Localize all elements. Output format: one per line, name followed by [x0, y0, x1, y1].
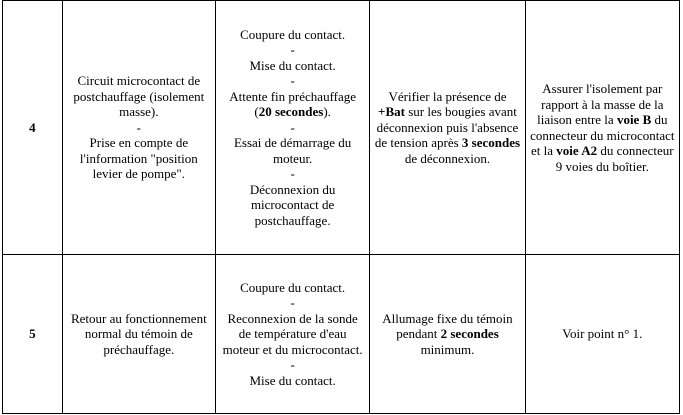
step-number: 4: [3, 1, 63, 255]
separator: -: [290, 295, 295, 311]
separator: -: [290, 166, 295, 182]
procedure-table: [2, 0, 680, 414]
remedy-emphasis: voie A2: [556, 143, 598, 158]
remedy-cell: Assurer l'isolement par rapport à la masse de la liaison entre la voie B du connecteur du microcontact et la voie A2 du connecteur 9 voies du boîtier.: [525, 1, 679, 255]
action-emphasis: 20 secondes: [258, 104, 324, 120]
separator: -: [290, 73, 295, 89]
remedy-cell: Voir point n° 1.: [525, 255, 679, 414]
action-item: Mise du contact.: [249, 372, 336, 388]
result-cell: Vérifier la présence de +Bat sur les bougies avant déconnexion puis l'absence de tension après 3 secondes de déconnexion.: [370, 1, 525, 255]
action-item: Coupure du contact.: [240, 279, 346, 295]
description-cell: [62, 255, 215, 414]
actions-cell: [215, 255, 369, 414]
result-emphasis: 3 secondes: [461, 135, 521, 151]
result-cell: Allumage fixe du témoin pendant 2 secondes minimum.: [370, 255, 525, 414]
table-row: [3, 255, 680, 414]
step-number: 5: [3, 255, 63, 414]
separator: -: [290, 357, 295, 373]
action-item: Reconnexion de la sonde de température d'eau moteur et du microcontact.: [222, 310, 363, 357]
result-emphasis: 2 secondes: [440, 326, 499, 342]
action-item: Essai de démarrage du moteur.: [233, 135, 352, 166]
separator: -: [290, 119, 295, 135]
actions-cell: [215, 1, 369, 255]
action-item: Mise du contact.: [249, 57, 336, 73]
description-text: Retour au fonctionnement normal du témoin de préchauffage.: [70, 310, 207, 357]
action-item: Coupure du contact.: [240, 26, 346, 42]
description-cell: [62, 1, 215, 255]
action-item: Attente fin préchauffage (20 secondes).: [229, 88, 357, 120]
table-row: [3, 1, 680, 255]
action-item: Déconnexion du microcontact de postchauffage.: [249, 181, 336, 228]
description-text: Prise en compte de l'information "position levier de pompe".: [79, 135, 198, 182]
separator: -: [136, 119, 141, 135]
result-emphasis: +Bat: [378, 104, 405, 120]
remedy-emphasis: voie B: [616, 112, 652, 127]
description-text: Circuit microcontact de postchauffage (isolement masse).: [73, 73, 205, 120]
separator: -: [290, 42, 295, 58]
